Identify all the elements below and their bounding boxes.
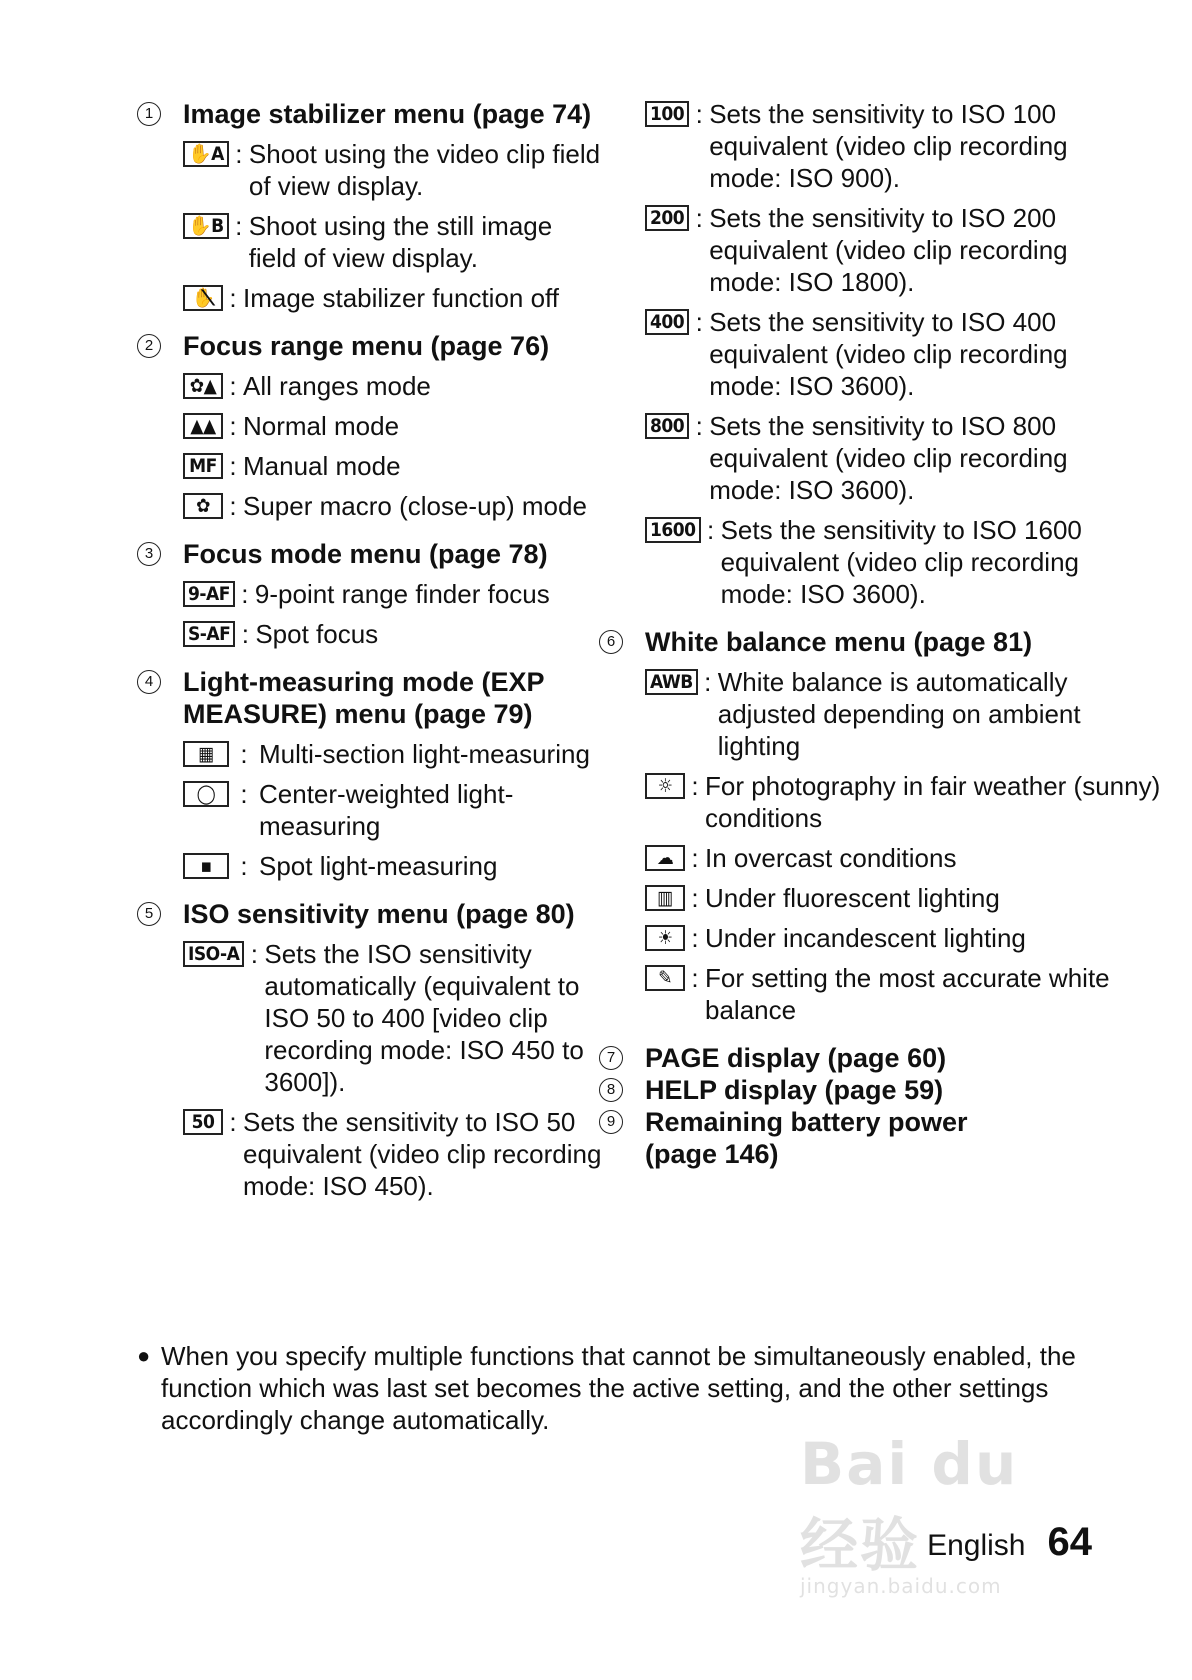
stabilizer-off-icon: ✋⃥: [183, 285, 223, 311]
list-item: ☀ : Under incandescent lighting: [645, 922, 1161, 954]
list-item: 50 : Sets the sensitivity to ISO 50 equivalent (video clip recording mode: ISO 450).: [183, 1106, 607, 1202]
cloudy-icon: ☁: [645, 845, 685, 871]
list-item: ISO-A : Sets the ISO sensitivity automatically (equivalent to ISO 50 to 400 [video clip recording mode: ISO 450 to 3600]).: [183, 938, 607, 1098]
page-footer: [927, 1520, 1092, 1565]
section-title: Focus mode menu (page 78): [183, 539, 548, 569]
footer-language: English: [927, 1529, 1026, 1562]
normal-mode-icon: ▲▲: [183, 413, 223, 439]
section-page-display: [599, 1042, 1161, 1074]
item-text: Manual mode: [243, 451, 401, 481]
item-text: Sets the sensitivity to ISO 400 equivalent (video clip recording mode: ISO 3600).: [709, 307, 1068, 401]
section-title: PAGE display (page 60): [645, 1043, 947, 1073]
section-number: 6: [599, 630, 623, 654]
auto-white-balance-icon: AWB: [645, 669, 698, 695]
section-number: 4: [137, 670, 161, 694]
list-item: ✿▲ : All ranges mode: [183, 370, 607, 402]
item-text: Sets the sensitivity to ISO 200 equivalent (video clip recording mode: ISO 1800).: [709, 203, 1068, 297]
section-title: White balance menu (page 81): [645, 627, 1033, 657]
stabilizer-a-icon: ✋A: [183, 141, 229, 167]
item-text: Sets the sensitivity to ISO 100 equivalent (video clip recording mode: ISO 900).: [709, 99, 1068, 193]
section-iso-sensitivity: [137, 898, 607, 1202]
list-item: ✋A : Shoot using the video clip field of view display.: [183, 138, 607, 202]
left-column: [137, 98, 607, 1218]
item-text: Sets the ISO sensitivity automatically (equivalent to ISO 50 to 400 [video clip recording mode: ISO 450 to 3600]).: [264, 939, 584, 1097]
incandescent-icon: ☀: [645, 925, 685, 951]
iso-auto-icon: ISO-A: [183, 941, 244, 967]
watermark-logo: Bai du 经验: [800, 1430, 1019, 1579]
spot-light-icon: ▪: [183, 853, 229, 879]
iso-100-icon: 100: [645, 101, 689, 127]
section-title: ISO sensitivity menu (page 80): [183, 899, 575, 929]
item-text: Sets the sensitivity to ISO 50 equivalent (video clip recording mode: ISO 450).: [243, 1107, 602, 1201]
list-item: S-AF : Spot focus: [183, 618, 607, 650]
section-title: Image stabilizer menu (page 74): [183, 99, 592, 129]
list-item: 800 : Sets the sensitivity to ISO 800 equivalent (video clip recording mode: ISO 3600).: [645, 410, 1115, 506]
item-text: 9-point range finder focus: [254, 579, 550, 609]
item-text: Under fluorescent lighting: [705, 883, 1000, 913]
notes: [137, 1340, 1097, 1436]
list-item: ▦ : Multi-section light-measuring: [183, 738, 607, 770]
nine-point-af-icon: 9-AF: [183, 581, 235, 607]
item-text: White balance is automatically adjusted depending on ambient lighting: [717, 667, 1081, 761]
note-item: [137, 1340, 1097, 1436]
item-text: Sets the sensitivity to ISO 800 equivalent (video clip recording mode: ISO 3600).: [709, 411, 1068, 505]
list-item: AWB : White balance is automatically adjusted depending on ambient lighting: [645, 666, 1161, 762]
section-number: 9: [599, 1110, 623, 1134]
fluorescent-icon: ▥: [645, 885, 685, 911]
section-title: Focus range menu (page 76): [183, 331, 550, 361]
item-text: Center-weighted light-measuring: [259, 779, 514, 841]
iso-200-icon: 200: [645, 205, 689, 231]
iso-800-icon: 800: [645, 413, 689, 439]
list-item: 1600 : Sets the sensitivity to ISO 1600 equivalent (video clip recording mode: ISO 3600).: [645, 514, 1115, 610]
item-text: Super macro (close-up) mode: [243, 491, 587, 521]
list-item: ☁ : In overcast conditions: [645, 842, 1161, 874]
watermark-site: jingyan.baidu.com: [800, 1574, 1002, 1598]
item-text: Spot focus: [255, 619, 379, 649]
item-text: Sets the sensitivity to ISO 1600 equivalent (video clip recording mode: ISO 3600).: [720, 515, 1082, 609]
section-light-measuring: [137, 666, 607, 882]
item-text: Shoot using the video clip field of view display.: [248, 139, 601, 201]
iso-400-icon: 400: [645, 309, 689, 335]
iso-50-icon: 50: [183, 1109, 223, 1135]
iso-1600-icon: 1600: [645, 517, 701, 543]
section-title: HELP display (page 59): [645, 1075, 944, 1105]
list-item: ▥ : Under fluorescent lighting: [645, 882, 1161, 914]
item-text: Shoot using the still image field of view display.: [248, 211, 553, 273]
list-item: 9-AF : 9-point range finder focus: [183, 578, 607, 610]
section-focus-mode: [137, 538, 607, 650]
section-number: 3: [137, 542, 161, 566]
section-iso-continued: [645, 98, 1115, 610]
item-text: All ranges mode: [243, 371, 431, 401]
item-text: Under incandescent lighting: [705, 923, 1026, 953]
page-number: 64: [1047, 1520, 1092, 1564]
right-column: [606, 98, 1161, 1186]
super-macro-icon: ✿: [183, 493, 223, 519]
list-item: ✋⃥ : Image stabilizer function off: [183, 282, 607, 314]
list-item: ✋B : Shoot using the still image field of view display.: [183, 210, 607, 274]
list-item: ✿ : Super macro (close-up) mode: [183, 490, 607, 522]
item-text: In overcast conditions: [705, 843, 957, 873]
section-number: 5: [137, 902, 161, 926]
sunny-icon: ☼: [645, 773, 685, 799]
section-focus-range: [137, 330, 607, 522]
list-item: ▪ : Spot light-measuring: [183, 850, 607, 882]
multi-section-icon: ▦: [183, 741, 229, 767]
section-white-balance: [599, 626, 1161, 1026]
list-item: 100 : Sets the sensitivity to ISO 100 equivalent (video clip recording mode: ISO 900).: [645, 98, 1115, 194]
item-text: Spot light-measuring: [259, 851, 498, 881]
section-help-display: [599, 1074, 1161, 1106]
item-text: Image stabilizer function off: [243, 283, 560, 313]
section-number: 1: [137, 102, 161, 126]
item-text: Multi-section light-measuring: [259, 739, 590, 769]
list-item: ☼ : For photography in fair weather (sunny) conditions: [645, 770, 1161, 834]
list-item: 200 : Sets the sensitivity to ISO 200 equivalent (video clip recording mode: ISO 1800).: [645, 202, 1115, 298]
bullet-icon: ●: [137, 1343, 151, 1368]
list-item: MF : Manual mode: [183, 450, 607, 482]
item-text: Normal mode: [243, 411, 400, 441]
section-title: Remaining battery power (page 146): [645, 1107, 968, 1169]
manual-focus-icon: MF: [183, 453, 223, 479]
list-item: ✎ : For setting the most accurate white balance: [645, 962, 1161, 1026]
section-image-stabilizer: [137, 98, 607, 314]
list-item: 400 : Sets the sensitivity to ISO 400 equivalent (video clip recording mode: ISO 3600).: [645, 306, 1115, 402]
list-item: ▲▲ : Normal mode: [183, 410, 607, 442]
all-ranges-icon: ✿▲: [183, 373, 223, 399]
spot-af-icon: S-AF: [183, 621, 235, 647]
section-number: 7: [599, 1046, 623, 1070]
item-text: For photography in fair weather (sunny) conditions: [705, 771, 1161, 833]
section-number: 8: [599, 1078, 623, 1102]
section-title: Light-measuring mode (EXP MEASURE) menu (page 79): [183, 667, 545, 729]
list-item: ◯ : Center-weighted light-measuring: [183, 778, 607, 842]
stabilizer-b-icon: ✋B: [183, 213, 229, 239]
center-weighted-icon: ◯: [183, 781, 229, 807]
section-battery: [599, 1106, 1025, 1170]
item-text: For setting the most accurate white balance: [705, 963, 1110, 1025]
section-number: 2: [137, 334, 161, 358]
note-text: When you specify multiple functions that cannot be simultaneously enabled, the function which was last set becomes the active setting, and the other settings accordingly change automatically.: [161, 1341, 1076, 1435]
eyedropper-icon: ✎: [645, 965, 685, 991]
